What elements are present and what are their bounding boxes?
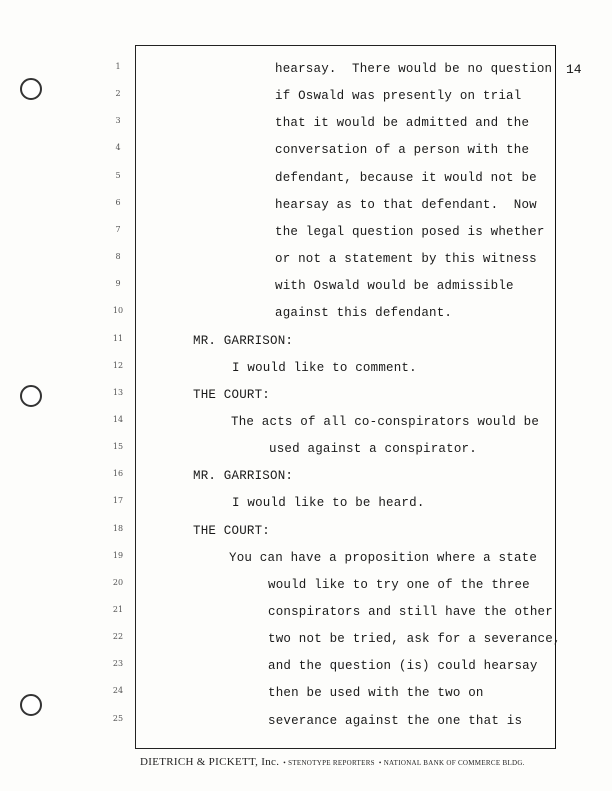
line-number: 5 [115, 170, 121, 180]
transcript-line: and the question (is) could hearsay [268, 659, 538, 674]
footer-service: STENOTYPE REPORTERS [288, 759, 375, 767]
line-number: 3 [115, 116, 121, 126]
transcript-line: THE COURT: [193, 387, 271, 402]
line-number: 12 [112, 360, 124, 370]
line-number: 1 [115, 62, 121, 71]
footer-firm: DIETRICH & PICKETT, Inc. [140, 756, 280, 768]
line-number: 20 [112, 577, 124, 587]
transcript-line: MR. GARRISON: [193, 469, 294, 484]
line-number: 17 [112, 496, 124, 506]
line-number: 19 [112, 550, 124, 560]
footer-separator: • [378, 759, 382, 767]
transcript-line: that it would be admitted and the [275, 116, 530, 131]
line-number: 24 [112, 686, 124, 696]
binder-hole-middle [20, 385, 42, 407]
line-number: 8 [115, 252, 121, 262]
line-number: 15 [112, 442, 124, 452]
transcript-line: if Oswald was presently on trial [275, 89, 522, 104]
transcript-line: THE COURT: [193, 523, 271, 538]
line-number: 18 [112, 523, 124, 533]
line-number: 4 [115, 143, 121, 153]
line-number: 14 [112, 414, 124, 424]
transcript-line: used against a conspirator. [269, 442, 477, 457]
line-number: 22 [112, 632, 124, 642]
transcript-line: two not be tried, ask for a severance, [268, 632, 561, 647]
footer-separator: • [283, 759, 287, 767]
transcript-line: conspirators and still have the other [268, 605, 553, 619]
reporter-footer [140, 752, 525, 770]
line-number: 10 [112, 306, 124, 316]
transcript-line: would like to try one of the three [268, 577, 530, 592]
transcript-line: You can have a proposition where a state [229, 550, 538, 565]
transcript-line: MR. GARRISON: [193, 333, 294, 348]
transcript-line: hearsay as to that defendant. Now [275, 197, 537, 212]
line-number: 23 [112, 659, 124, 669]
transcript-line: or not a statement by this witness [275, 252, 537, 267]
line-number: 2 [115, 89, 121, 99]
line-number: 25 [112, 713, 124, 723]
transcript-line: I would like to comment. [232, 360, 417, 375]
transcript-line: the legal question posed is whether [275, 224, 545, 239]
line-number: 21 [112, 605, 124, 614]
line-number: 16 [112, 469, 124, 479]
footer-address: NATIONAL BANK OF COMMERCE BLDG. [383, 759, 525, 767]
line-number: 9 [115, 279, 121, 289]
transcript-line: then be used with the two on [268, 686, 484, 701]
transcript-line: conversation of a person with the [275, 143, 530, 158]
transcript-line: hearsay. There would be no question [275, 62, 553, 76]
line-number: 6 [115, 197, 121, 207]
line-number: 13 [112, 387, 124, 397]
transcript-line: severance against the one that is [268, 713, 523, 728]
transcript-line: I would like to be heard. [232, 496, 425, 511]
line-number: 11 [112, 333, 124, 343]
transcript-line: defendant, because it would not be [275, 170, 537, 185]
transcript-line: with Oswald would be admissible [275, 279, 514, 294]
transcript-line: against this defendant. [275, 306, 453, 321]
binder-hole-top [20, 78, 42, 100]
page-number: 14 [566, 62, 582, 77]
binder-hole-bottom [20, 694, 42, 716]
transcript-line: The acts of all co-conspirators would be [231, 414, 540, 429]
line-number: 7 [115, 224, 121, 234]
